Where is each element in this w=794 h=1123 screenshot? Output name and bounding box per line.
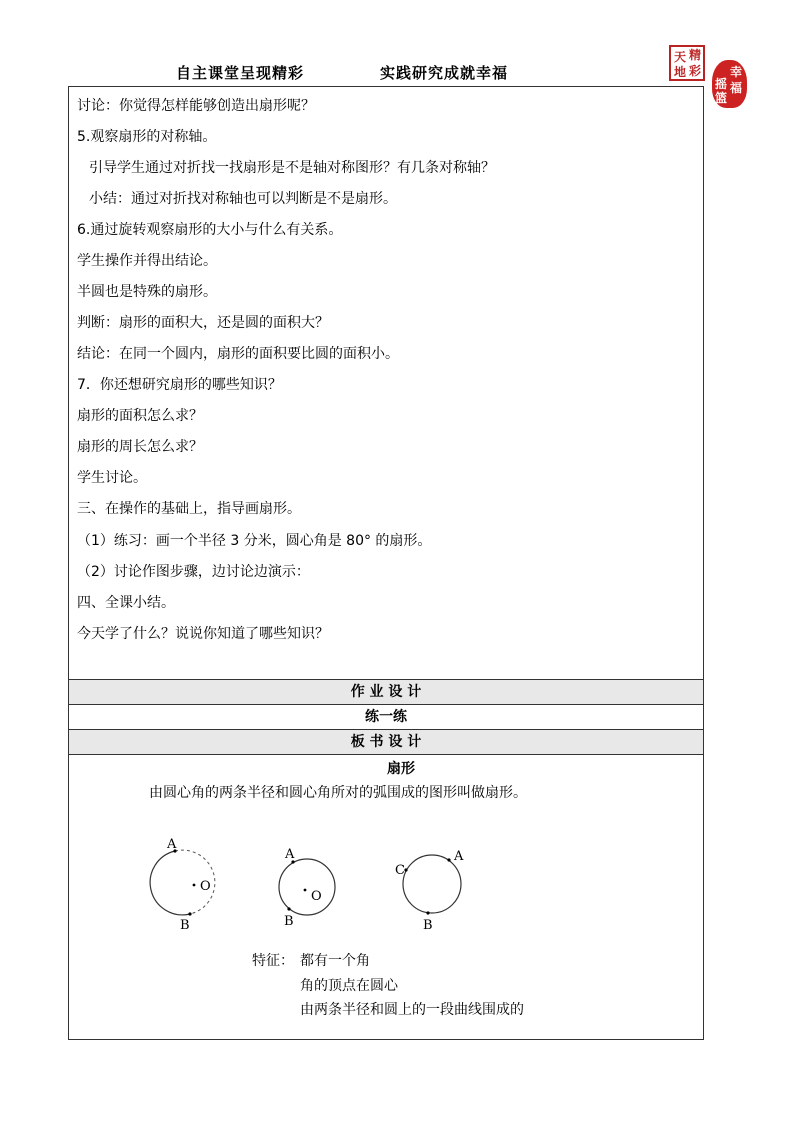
- text-line: 半圆也是特殊的扇形。: [77, 284, 217, 300]
- header-right-motto: 实践研究成就幸福: [380, 64, 509, 82]
- text-line: 判断：扇形的面积大，还是圆的面积大？: [77, 315, 329, 331]
- feature-item: 角的顶点在圆心: [300, 978, 398, 994]
- lesson-table: [68, 86, 704, 1040]
- text-line: 讨论：你觉得怎样能够创造出扇形呢？: [77, 98, 315, 114]
- feature-item: 都有一个角: [300, 953, 370, 969]
- feature-item: 由两条半径和圆上的一段曲线围成的: [300, 1002, 524, 1018]
- label-b: B: [284, 914, 294, 929]
- label-b: B: [423, 918, 433, 933]
- text-line: 学生讨论。: [77, 470, 147, 486]
- text-line: 6.通过旋转观察扇形的大小与什么有关系。: [77, 222, 343, 238]
- label-o: O: [311, 889, 322, 904]
- features-label: 特征：: [252, 953, 294, 969]
- text-line: 扇形的周长怎么求？: [77, 439, 203, 455]
- text-line: 结论：在同一个圆内，扇形的面积要比圆的面积小。: [77, 346, 399, 362]
- board-title: 扇形: [387, 761, 415, 777]
- label-a: A: [285, 847, 295, 862]
- label-c: C: [395, 863, 405, 878]
- text-line: （2）讨论作图步骤，边讨论边演示：: [77, 564, 310, 580]
- seal-stamp-round: 幸 福 摇 篮: [712, 60, 747, 108]
- section-homework-design: 作 业 设 计: [69, 680, 703, 704]
- text-line: 小结：通过对折找对称轴也可以判断是不是扇形。: [89, 191, 397, 207]
- board-definition: 由圆心角的两条半径和圆心角所对的弧围成的图形叫做扇形。: [149, 785, 527, 801]
- label-a: A: [454, 849, 464, 864]
- seal-stamp-square: 天 精 地 彩: [669, 45, 705, 81]
- header-left-motto: 自主课堂呈现精彩: [176, 64, 305, 82]
- label-b: B: [180, 918, 190, 933]
- section-practice: 练一练: [69, 705, 703, 729]
- section-board-design: 板 书 设 计: [69, 730, 703, 754]
- text-line: 7．你还想研究扇形的哪些知识？: [77, 377, 282, 393]
- text-line: 四、全课小结。: [77, 595, 175, 611]
- text-line: 三、在操作的基础上，指导画扇形。: [77, 501, 301, 517]
- label-a: A: [167, 837, 177, 852]
- circle-figure-3: [395, 849, 464, 933]
- text-line: 5.观察扇形的对称轴。: [77, 129, 217, 145]
- circle-figure-1: [150, 837, 215, 933]
- text-line: 引导学生通过对折找一找扇形是不是轴对称图形？有几条对称轴？: [89, 160, 495, 176]
- sector-figures: [69, 832, 703, 942]
- text-line: 扇形的面积怎么求？: [77, 408, 203, 424]
- text-line: （1）练习：画一个半径 3 分米，圆心角是 80° 的扇形。: [77, 533, 432, 549]
- text-line: 学生操作并得出结论。: [77, 253, 217, 269]
- circle-figure-2: [279, 847, 335, 929]
- text-line: 今天学了什么？说说你知道了哪些知识？: [77, 626, 329, 642]
- label-o: O: [200, 879, 211, 894]
